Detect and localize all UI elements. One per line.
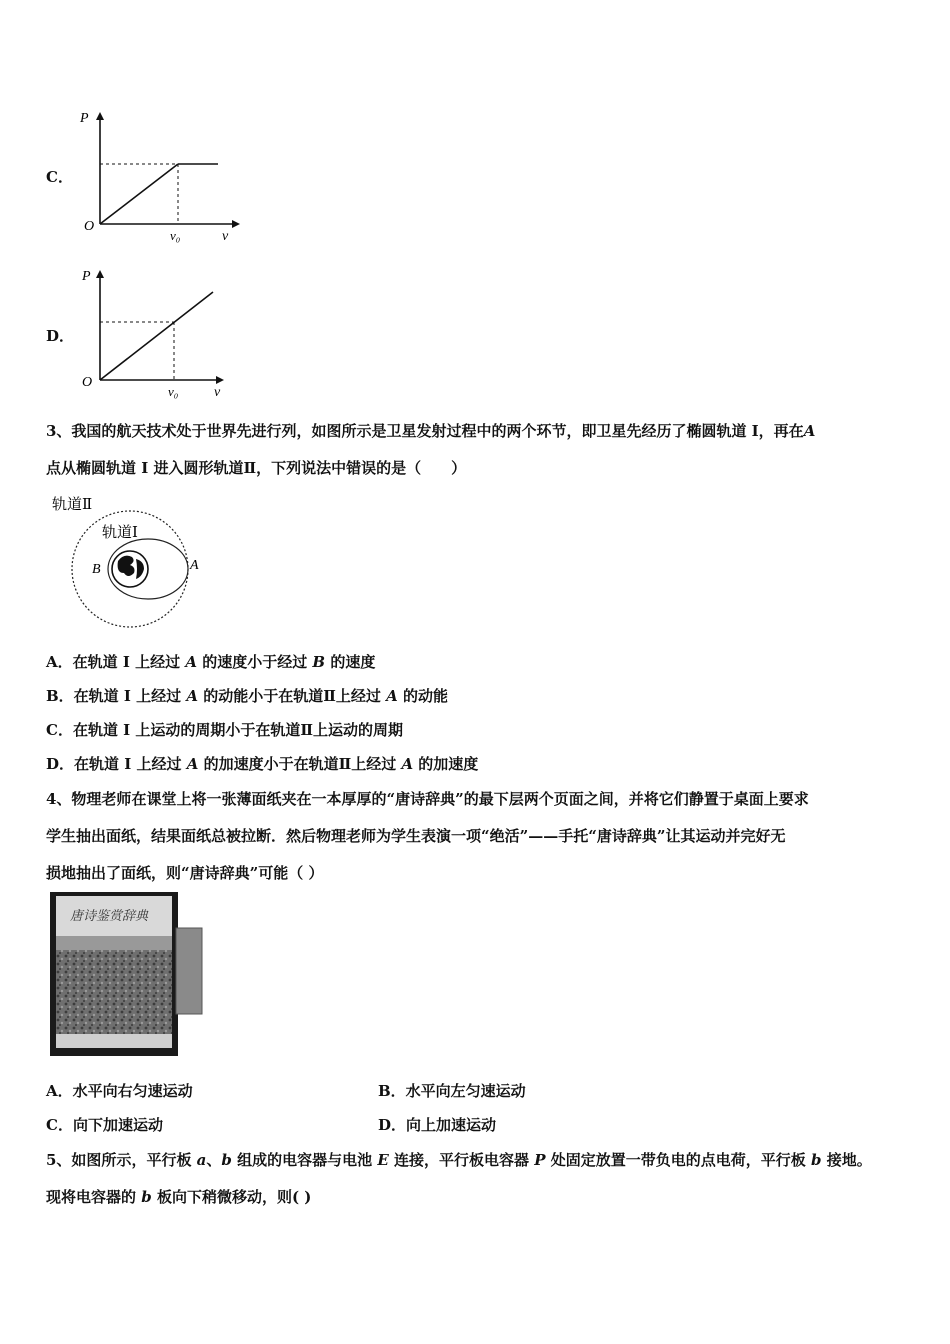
q5-line1: 5、如图所示，平行板 a、b 组成的电容器与电池 E 连接，平行板电容器 P 处固定放置一带负电的点电荷，平行板 b 接地。 — [46, 1151, 872, 1169]
graph-c — [72, 106, 242, 246]
book-band — [56, 936, 172, 950]
book-title: 唐诗鉴赏辞典 — [70, 908, 149, 923]
graph-c-x-arrow — [232, 220, 240, 228]
option-c-label: C． — [46, 168, 73, 186]
q4-line1: 4、物理老师在课堂上将一张薄面纸夹在一本厚厚的“唐诗辞典”的最下层两个页面之间，并将它们静置于桌面上要求 — [46, 790, 809, 808]
q4-option-d: D．向上加速运动 — [378, 1116, 497, 1134]
graph-d-y-label: P — [82, 269, 91, 284]
q4-option-a: A．水平向右匀速运动 — [46, 1082, 193, 1100]
q3-line2: 点从椭圆轨道 I 进入圆形轨道Ⅱ，下列说法中错误的是（ ） — [46, 459, 467, 477]
q3-option-a: A．在轨道 I 上经过 A 的速度小于经过 B 的速度 — [46, 653, 376, 671]
graph-d-x-arrow — [216, 376, 224, 384]
graph-c-y-arrow — [96, 112, 104, 120]
q4-option-b: B．水平向左匀速运动 — [378, 1082, 526, 1100]
q3-option-c: C．在轨道 I 上运动的周期小于在轨道Ⅱ上运动的周期 — [46, 721, 404, 739]
q3-line1: 3、我国的航天技术处于世界先进行列，如图所示是卫星发射过程中的两个环节，即卫星先经历了椭圆轨道 I，再在A — [46, 422, 816, 440]
graph-c-ramp — [100, 164, 178, 224]
graph-d-x-label: v — [214, 385, 221, 400]
q3-option-d: D．在轨道 I 上经过 A 的加速度小于在轨道Ⅱ上经过 A 的加速度 — [46, 755, 479, 773]
graph-d-origin: O — [82, 375, 93, 390]
q4-option-c: C．向下加速运动 — [46, 1116, 163, 1134]
book-illustration — [56, 950, 172, 1034]
graph-d-line — [100, 292, 213, 380]
graph-c-v0: v₀ — [170, 228, 181, 243]
q4-line2: 学生抽出面纸，结果面纸总被拉断．然后物理老师为学生表演一项“绝活”——手托“唐诗辞典”让其运动并完好无 — [46, 827, 786, 845]
graph-c-x-label: v — [222, 229, 229, 244]
q4-line3: 损地抽出了面纸，则“唐诗辞典”可能（ ） — [46, 864, 324, 882]
orbit-2-label: 轨道Ⅱ — [52, 497, 93, 513]
tissue-paper — [176, 928, 202, 1014]
graph-c-origin: O — [84, 219, 95, 234]
orbit-1-label: 轨道Ⅰ — [102, 525, 138, 541]
graph-d-v0: v₀ — [168, 384, 179, 399]
option-d-label: D． — [46, 327, 75, 345]
book-image — [48, 890, 208, 1058]
graph-d-y-arrow — [96, 270, 104, 278]
book-footer-band — [56, 1034, 172, 1048]
point-b-label: B — [92, 562, 101, 577]
point-a-label: A — [190, 558, 199, 573]
q3-option-b: B．在轨道 I 上经过 A 的动能小于在轨道Ⅱ上经过 A 的动能 — [46, 687, 448, 705]
graph-c-y-label: P — [80, 111, 89, 126]
q5-line2: 现将电容器的 b 板向下稍微移动，则( ) — [46, 1188, 312, 1206]
orbit-figure — [46, 493, 216, 633]
graph-d — [72, 264, 242, 402]
